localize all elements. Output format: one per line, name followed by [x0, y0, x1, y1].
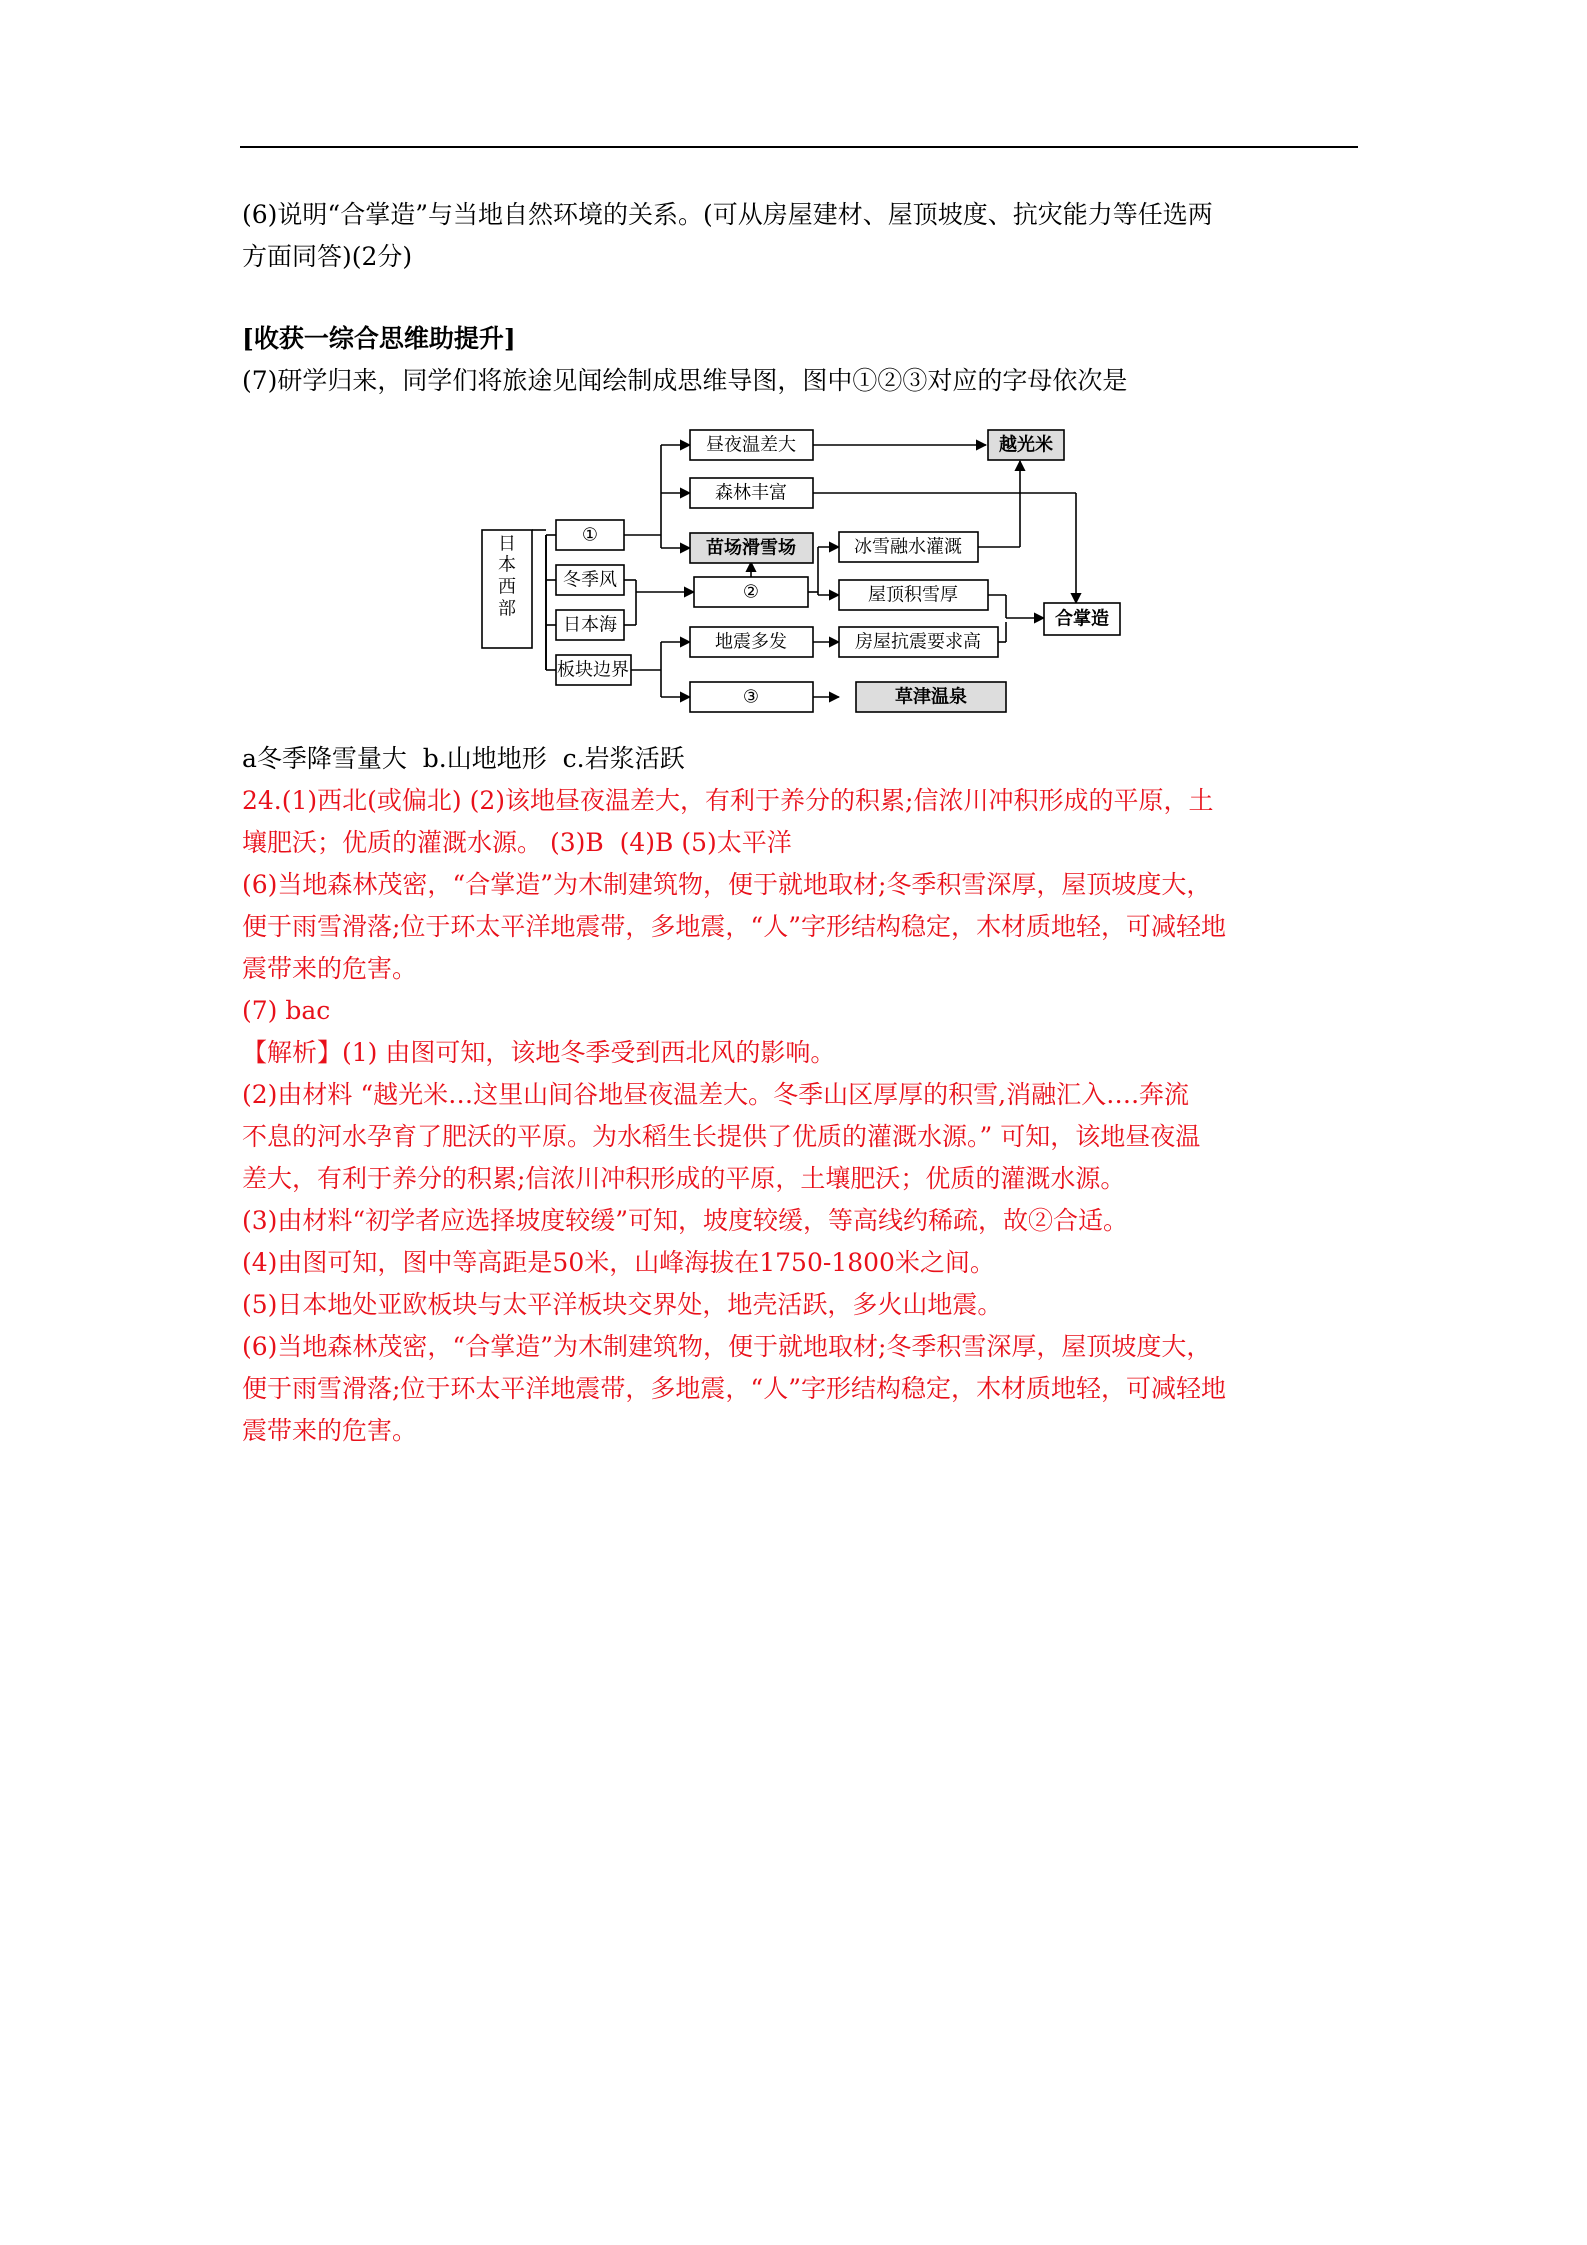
options-block	[242, 738, 1356, 780]
mind-map-diagram	[476, 410, 1136, 715]
analysis-e2-line1: (2)由材料 “越光米…这里山间谷地昼夜温差大。冬季山区厚厚的积雪,消融汇入….奔流	[242, 1080, 1190, 1109]
q7-options: a冬季降雪量大 b.山地地形 c.岩浆活跃	[242, 744, 685, 773]
answer-line2: 壤肥沃；优质的灌溉水源。 (3)B (4)B (5)太平洋	[242, 828, 792, 857]
snowmelt-label: 冰雪融水灌溉	[854, 536, 962, 558]
section-title: [收获一综合思维助提升]	[242, 324, 516, 353]
analysis-e1: (1) 由图可知，该地冬季受到西北风的影响。	[342, 1038, 836, 1067]
koshihikari-label: 越光米	[999, 434, 1053, 456]
analysis-e2-line2: 不息的河水孕育了肥沃的平原。为水稻生长提供了优质的灌溉水源。” 可知，该地昼夜温	[242, 1122, 1201, 1151]
day-night-temp-label: 昼夜温差大	[706, 434, 796, 456]
q6-line2: 方面同答)(2分)	[242, 242, 413, 271]
root-label-2: 本	[498, 554, 516, 576]
ski-resort-label: 苗场滑雪场	[706, 537, 796, 559]
forest-label: 森林丰富	[715, 482, 787, 504]
analysis-e6-line3: 震带来的危害。	[242, 1416, 418, 1445]
analysis-e6-line2: 便于雨雪滑落;位于环太平洋地震带，多地震，“人”字形结构稳定，木材质地轻，可减轻地	[242, 1374, 1226, 1403]
circle2-label: ②	[742, 581, 760, 603]
gassho-label: 合掌造	[1055, 608, 1109, 630]
hot-spring-label: 草津温泉	[895, 686, 967, 708]
root-label-4: 部	[498, 598, 516, 620]
analysis-e2-line3: 差大，有利于养分的积累;信浓川冲积形成的平原，土壤肥沃；优质的灌溉水源。	[242, 1164, 1126, 1193]
circle3-label: ③	[742, 686, 760, 708]
answer-line3: (6)当地森林茂密，“合掌造”为木制建筑物，便于就地取材;冬季积雪深厚，屋顶坡度大，	[242, 870, 1212, 899]
analysis-label: 【解析】	[242, 1038, 343, 1067]
quake-resistance-label: 房屋抗震要求高	[855, 631, 981, 653]
answer-line6: (7) bac	[242, 996, 331, 1025]
plate-boundary-label: 板块边界	[557, 659, 629, 681]
winter-wind-label: 冬季风	[563, 569, 617, 591]
q7-text: (7)研学归来，同学们将旅途见闻绘制成思维导图，图中①②③对应的字母依次是	[242, 366, 1128, 395]
question-block	[242, 194, 1356, 278]
answer-line4: 便于雨雪滑落;位于环太平洋地震带，多地震，“人”字形结构稳定，木材质地轻，可减轻地	[242, 912, 1226, 941]
analysis-e6-line1: (6)当地森林茂密，“合掌造”为木制建筑物，便于就地取材;冬季积雪深厚，屋顶坡度大，	[242, 1332, 1212, 1361]
answer-line1: 24.(1)西北(或偏北) (2)该地昼夜温差大，有利于养分的积累;信浓川冲积形成的平原，土	[242, 786, 1214, 815]
analysis-e5: (5)日本地处亚欧板块与太平洋板块交界处，地壳活跃，多火山地震。	[242, 1290, 1003, 1319]
analysis-e3: (3)由材料“初学者应选择坡度较缓”可知，坡度较缓，等高线约稀疏，故②合适。	[242, 1206, 1128, 1235]
answer-line5: 震带来的危害。	[242, 954, 418, 983]
header-rule	[240, 146, 1358, 148]
circle1-label: ①	[581, 524, 599, 546]
q6-line1: (6)说明“合掌造”与当地自然环境的关系。(可从房屋建材、屋顶坡度、抗灾能力等任选两	[242, 200, 1213, 229]
root-label-1: 日	[498, 533, 516, 555]
root-label-3: 西	[498, 576, 516, 598]
sea-of-japan-label: 日本海	[563, 614, 617, 636]
section-block	[242, 318, 1356, 402]
analysis-e4: (4)由图可知，图中等高距是50米，山峰海拔在1750-1800米之间。	[242, 1248, 995, 1277]
answer-block	[242, 780, 1356, 1452]
earthquakes-label: 地震多发	[715, 631, 787, 653]
roof-snow-label: 屋顶积雪厚	[868, 584, 958, 606]
analysis-line1	[242, 1032, 1356, 1074]
